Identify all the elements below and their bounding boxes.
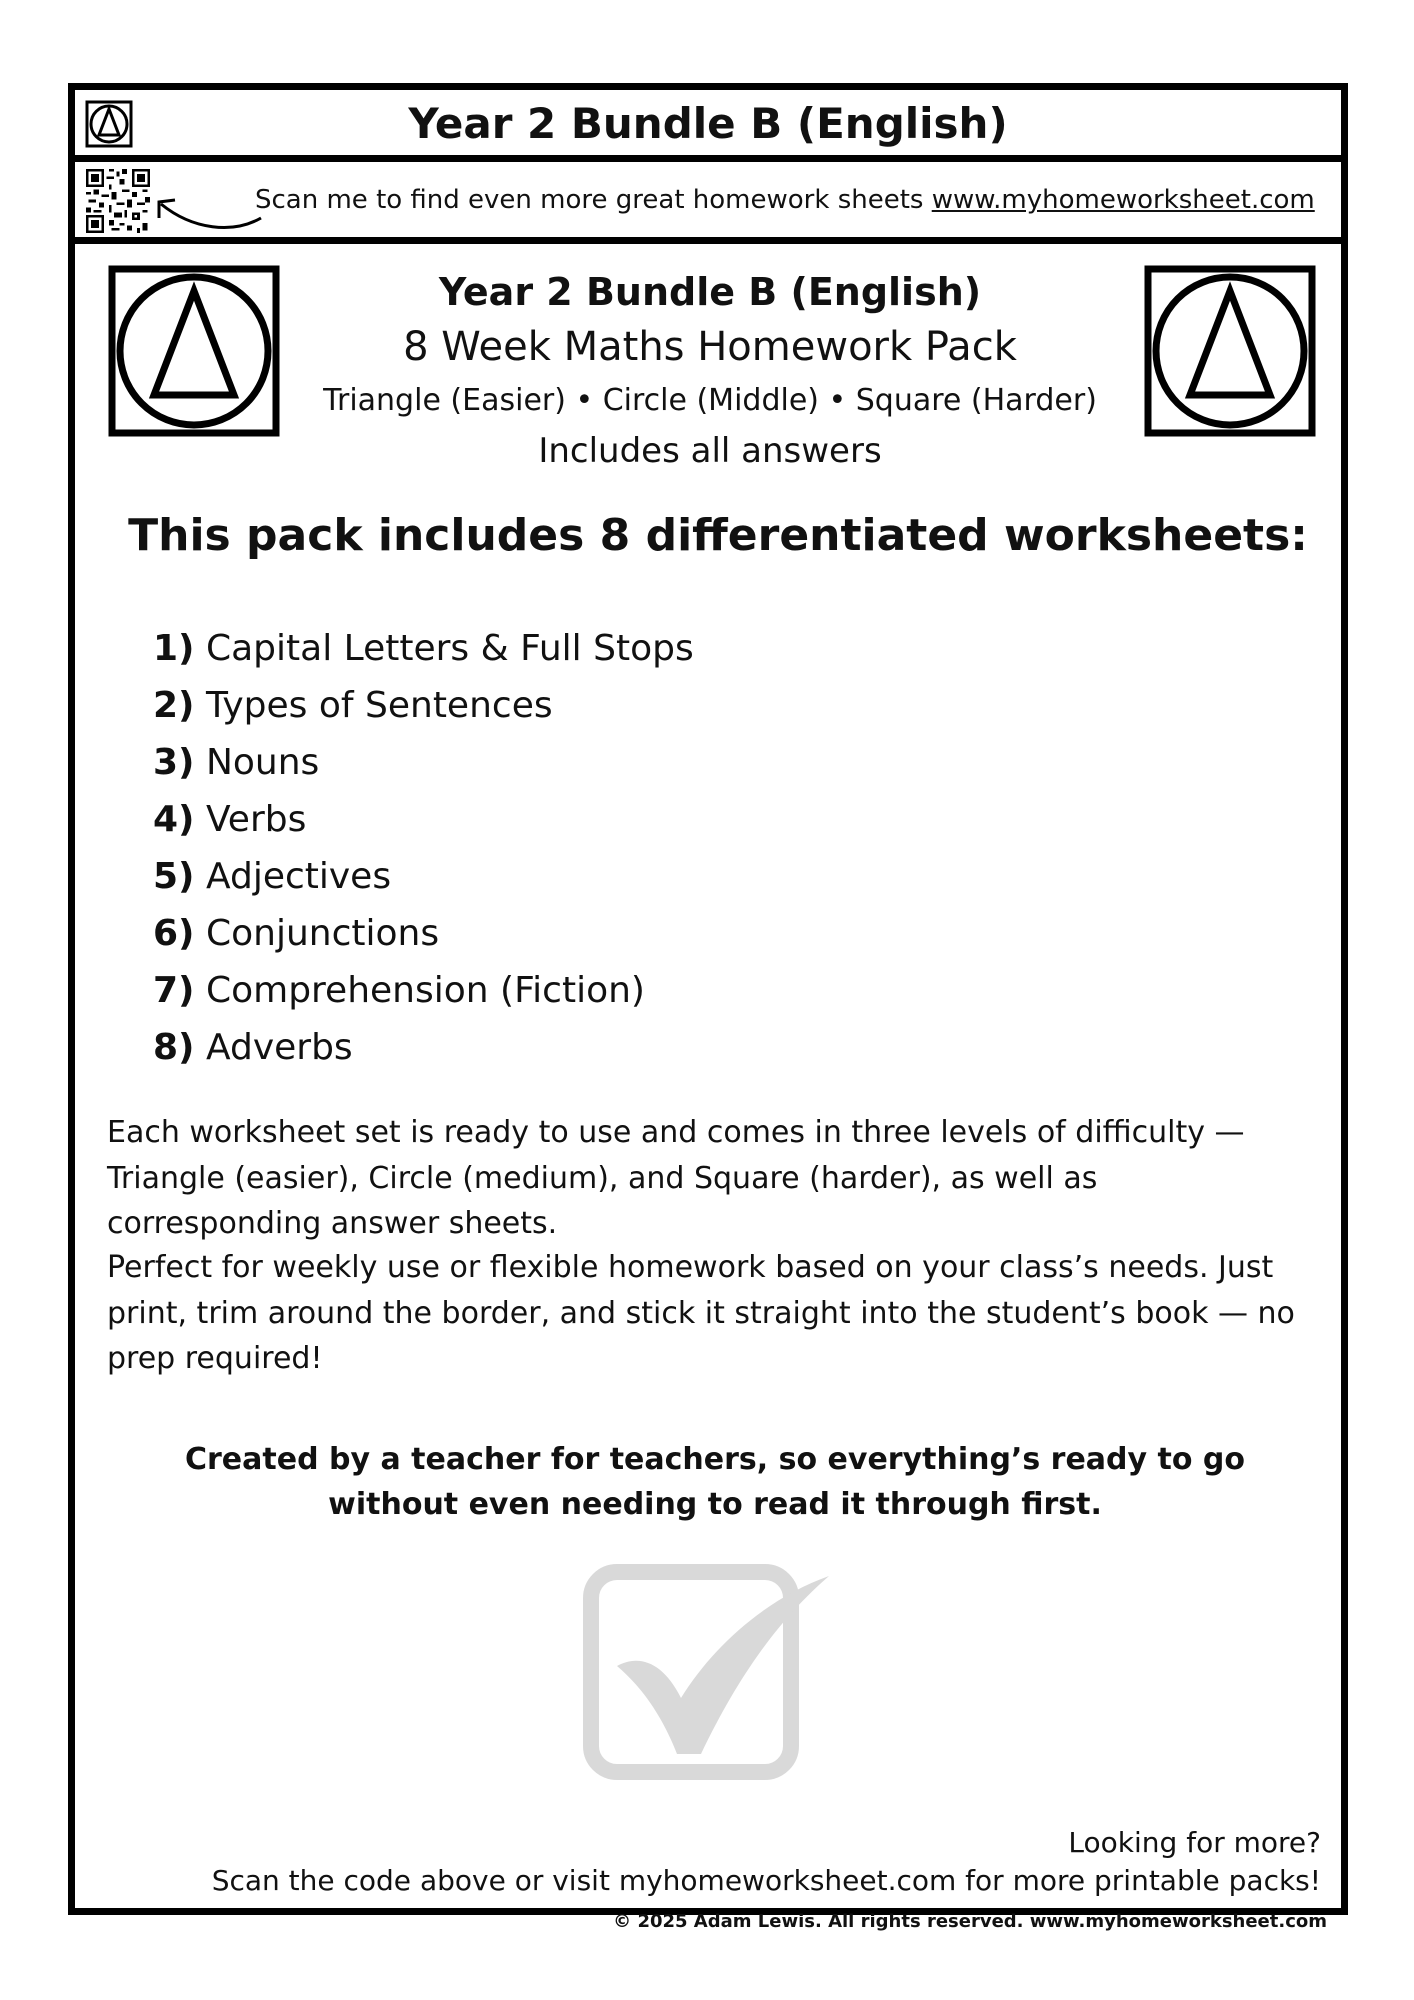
list-label: Comprehension (Fiction) xyxy=(205,970,645,1011)
list-item xyxy=(153,905,694,962)
list-number: 8) xyxy=(153,1027,195,1068)
list-label: Conjunctions xyxy=(205,913,440,954)
difficulty-levels: Triangle (Easier) • Circle (Middle) • Square (Harder) xyxy=(323,383,1097,418)
list-item xyxy=(153,962,694,1019)
list-number: 3) xyxy=(153,742,195,783)
list-label: Capital Letters & Full Stops xyxy=(205,628,694,669)
tagline: Created by a teacher for teachers, so everything’s ready to go without even needing to read it through first. xyxy=(184,1442,1245,1522)
worksheet-frame xyxy=(68,83,1348,1932)
list-item xyxy=(153,791,694,848)
list-number: 2) xyxy=(153,685,195,726)
list-item xyxy=(153,1019,694,1076)
scan-text: Scan me to find even more great homework sheets xyxy=(255,185,924,215)
title-bar xyxy=(75,90,1341,162)
qr-bar xyxy=(75,162,1341,244)
curved-arrow-icon xyxy=(153,190,263,234)
description-paragraph: Perfect for weekly use or flexible homework based on your class’s needs. Just print, trim around the border, and stick it straight into the student’s book — no prep required! xyxy=(107,1250,1295,1376)
pack-heading: This pack includes 8 differentiated worksheets: xyxy=(128,510,1308,561)
copyright: © 2025 Adam Lewis. All rights reserved. www.myhomeworksheet.com xyxy=(613,1911,1327,1932)
intro-title: Year 2 Bundle B (English) xyxy=(438,270,982,314)
list-item xyxy=(153,677,694,734)
list-item xyxy=(153,734,694,791)
qr-code-icon[interactable] xyxy=(86,169,150,233)
list-label: Adverbs xyxy=(205,1027,353,1068)
page-title: Year 2 Bundle B (English) xyxy=(408,99,1008,148)
list-label: Verbs xyxy=(205,799,307,840)
list-number: 4) xyxy=(153,799,195,840)
list-label: Nouns xyxy=(205,742,320,783)
triangle-in-circle-in-square-icon xyxy=(1144,265,1316,437)
footer-text: Scan the code above or visit myhomeworksheet.com for more printable packs! xyxy=(211,1864,1321,1897)
list-number: 7) xyxy=(153,970,195,1011)
description-paragraph: Each worksheet set is ready to use and comes in three levels of difficulty — Triangle (easier), Circle (medium), and Square (harder), as well as corresponding answer sheets. xyxy=(107,1115,1245,1241)
scan-message xyxy=(255,184,1315,216)
list-number: 5) xyxy=(153,856,195,897)
answers-note: Includes all answers xyxy=(538,431,882,471)
website-link[interactable]: www.myhomeworksheet.com xyxy=(931,185,1315,215)
list-label: Types of Sentences xyxy=(205,685,553,726)
list-label: Adjectives xyxy=(205,856,392,897)
checkbox-icon xyxy=(577,1558,837,1798)
list-number: 6) xyxy=(153,913,195,954)
intro-subtitle: 8 Week Maths Homework Pack xyxy=(403,324,1017,370)
list-item xyxy=(153,620,694,677)
list-item xyxy=(153,848,694,905)
footer-question: Looking for more? xyxy=(1068,1826,1321,1859)
worksheet-list xyxy=(153,620,694,1076)
list-number: 1) xyxy=(153,628,195,669)
triangle-in-circle-in-square-icon xyxy=(108,265,280,437)
